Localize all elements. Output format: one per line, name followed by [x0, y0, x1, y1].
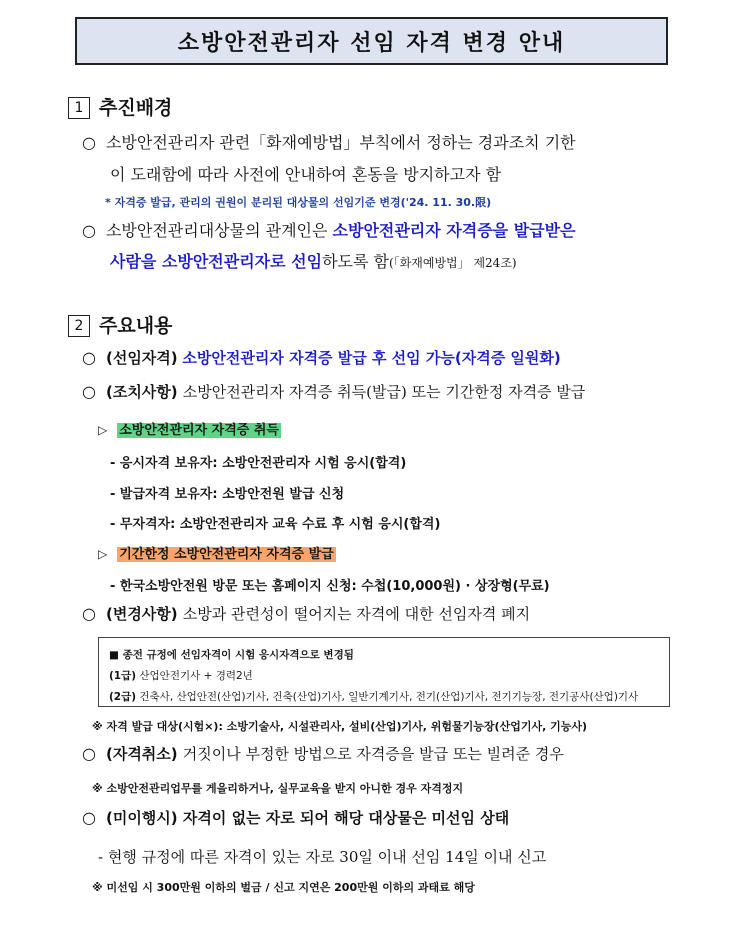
s1-bullet2-emph2: 사람을 소방안전관리자로 선임	[110, 252, 323, 271]
s2-note2: ※ 자격 발급 대상(시험×): 소방기술사, 시설관리사, 설비(산업)기사, 위험물기능장(산업기사, 기능사)	[92, 720, 587, 733]
box-line3-label: (2급)	[109, 691, 137, 703]
box-line3	[109, 687, 669, 708]
circle-bullet-icon: ○	[82, 604, 96, 623]
s2-sub2-item: - 한국소방안전원 방문 또는 홈페이지 신청: 수첩(10,000원) · 상장형(무료)	[110, 579, 550, 594]
change-details-box	[98, 637, 670, 707]
s2-note3: ※ 소방안전관리업무를 게을리하거나, 실무교육을 받지 아니한 경우 자격정지	[92, 782, 464, 795]
s2-item4-text: 거짓이나 부정한 방법으로 자격증을 발급 또는 빌려준 경우	[182, 745, 564, 763]
s2-item2	[82, 381, 585, 402]
circle-bullet-icon: ○	[82, 133, 96, 152]
box-line2	[109, 666, 669, 687]
s2-note4: ※ 미선임 시 300만원 이하의 벌금 / 신고 지연은 200만원 이하의 과태료 해당	[92, 881, 475, 894]
s1-bullet2-ref: (「화재예방법」 제24조)	[389, 256, 517, 270]
s2-item3-label: (변경사항)	[105, 605, 178, 623]
s1-bullet2-pre: 소방안전관리대상물의 관계인은	[105, 221, 333, 240]
s2-item5	[82, 807, 509, 828]
title-box	[75, 17, 668, 65]
page-title: 소방안전관리자 선임 자격 변경 안내	[177, 30, 566, 56]
box-line1: ■ 종전 규정에 선임자격이 시험 응시자격으로 변경됨	[109, 649, 354, 661]
s2-item2-text: 소방안전관리자 자격증 취득(발급) 또는 기간한정 자격증 발급	[182, 383, 586, 401]
circle-bullet-icon: ○	[82, 808, 96, 827]
s2-item4-label: (자격취소)	[105, 745, 178, 763]
box-line3-text: 건축사, 산업안전(산업)기사, 건축(산업)기사, 일반기계기사, 전기(산업)기사, 전기기능장, 전기공사(산업)기사	[136, 691, 639, 703]
s2-sub1-item: - 응시자격 보유자: 소방안전관리자 시험 응시(합격)	[110, 456, 407, 471]
section1-heading	[68, 93, 172, 120]
section2-number: 2	[68, 315, 90, 337]
s2-item4	[82, 743, 564, 764]
s1-bullet1-text1: 소방안전관리자 관련「화재예방법」부칙에서 정하는 경과조치 기한	[105, 133, 576, 152]
s1-bullet1-line1	[82, 130, 576, 153]
s1-bullet2-emph1: 소방안전관리자 자격증을 발급받은	[332, 221, 576, 240]
section2-title: 주요내용	[99, 315, 173, 337]
section1-title: 추진배경	[99, 97, 173, 119]
s2-item1	[82, 347, 561, 368]
s2-sub2-heading-text: 기간한정 소방안전관리자 자격증 발급	[119, 547, 334, 562]
arrow-right-icon: ▷	[98, 423, 108, 437]
s2-sub1-heading	[98, 419, 281, 438]
s2-sub1-heading-text: 소방안전관리자 자격증 취득	[119, 423, 279, 438]
s2-item3	[82, 603, 530, 624]
circle-bullet-icon: ○	[82, 744, 96, 763]
section2-heading	[68, 311, 172, 338]
s2-item5-sub: - 현행 규정에 따른 자격이 있는 자로 30일 이내 선임 14일 이내 신고	[98, 848, 547, 866]
circle-bullet-icon: ○	[82, 221, 96, 240]
s2-item3-text: 소방과 관련성이 떨어지는 자격에 대한 선임자격 폐지	[182, 605, 531, 623]
s1-note: * 자격증 발급, 관리의 권원이 분리된 대상물의 선임기준 변경('24. 11. 30.限)	[105, 196, 492, 209]
s1-bullet2-line1	[82, 218, 576, 241]
s2-item5-text: 자격이 없는 자로 되어 해당 대상물은 미선임 상태	[182, 809, 510, 827]
s2-sub2-heading	[98, 543, 336, 562]
s2-sub1-item: - 발급자격 보유자: 소방안전원 발급 신청	[110, 487, 345, 502]
s1-bullet2-line2	[110, 249, 517, 272]
section1-number: 1	[68, 97, 90, 119]
circle-bullet-icon: ○	[82, 382, 96, 401]
box-line2-label: (1급)	[109, 670, 137, 682]
s2-sub1-item: - 무자격자: 소방안전관리자 교육 수료 후 시험 응시(합격)	[110, 517, 441, 532]
s2-item1-label: (선임자격)	[105, 349, 178, 367]
s2-item2-label: (조치사항)	[105, 383, 178, 401]
s2-item5-label: (미이행시)	[105, 809, 178, 827]
box-line2-text: 산업안전기사 + 경력2년	[136, 670, 253, 682]
s2-item1-text: 소방안전관리자 자격증 발급 후 선임 가능(자격증 일원화)	[182, 349, 561, 367]
s1-bullet1-line2: 이 도래함에 따라 사전에 안내하여 혼동을 방지하고자 함	[110, 165, 502, 184]
circle-bullet-icon: ○	[82, 348, 96, 367]
arrow-right-icon: ▷	[98, 547, 108, 561]
s1-bullet2-post: 하도록 함	[322, 252, 389, 271]
